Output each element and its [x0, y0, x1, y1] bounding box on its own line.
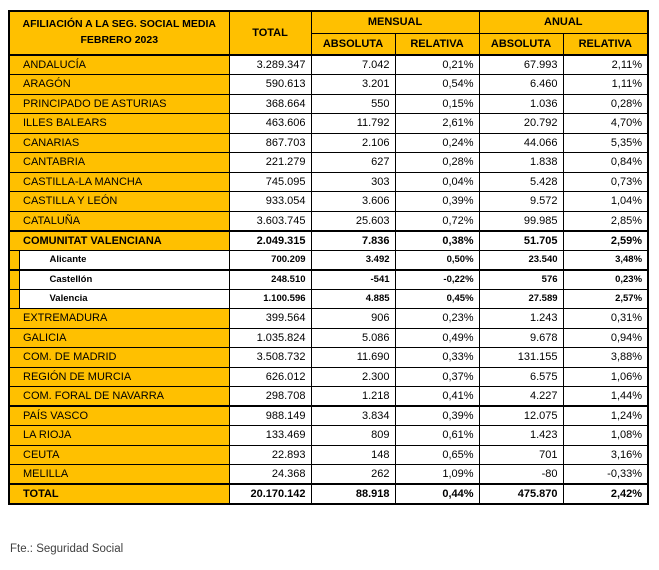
annual-relative-cell: 0,73%	[563, 172, 648, 192]
monthly-relative-cell: 0,45%	[395, 289, 479, 309]
monthly-absolute-cell: 7.836	[311, 231, 395, 251]
table-row	[9, 114, 648, 134]
monthly-relative-cell: 0,39%	[395, 192, 479, 212]
annual-relative-cell: 5,35%	[563, 133, 648, 153]
affiliation-table	[8, 10, 649, 505]
total-value-cell: 745.095	[229, 172, 311, 192]
annual-absolute-cell: 6.575	[479, 367, 563, 387]
monthly-absolute-cell: 88.918	[311, 484, 395, 504]
total-value-cell: 700.209	[229, 250, 311, 270]
annual-absolute-cell: 5.428	[479, 172, 563, 192]
monthly-absolute-cell: 262	[311, 465, 395, 485]
table-row	[9, 367, 648, 387]
indent-strip-cell	[9, 484, 19, 504]
annual-relative-cell: 4,70%	[563, 114, 648, 134]
region-name-cell: Castellón	[19, 270, 229, 290]
annual-relative-cell: 2,42%	[563, 484, 648, 504]
annual-absolute-cell: 131.155	[479, 348, 563, 368]
monthly-relative-cell: 0,28%	[395, 153, 479, 173]
annual-relative-cell: 3,16%	[563, 445, 648, 465]
annual-relative-cell: 1,08%	[563, 426, 648, 446]
table-row	[9, 94, 648, 114]
col-header-total: TOTAL	[229, 11, 311, 55]
monthly-absolute-cell: 148	[311, 445, 395, 465]
annual-absolute-cell: 20.792	[479, 114, 563, 134]
annual-relative-cell: 1,06%	[563, 367, 648, 387]
region-name-cell: PAÍS VASCO	[19, 406, 229, 426]
table-row	[9, 172, 648, 192]
total-value-cell: 20.170.142	[229, 484, 311, 504]
indent-strip-cell	[9, 289, 19, 309]
region-name-cell: CANTABRIA	[19, 153, 229, 173]
monthly-relative-cell: 0,41%	[395, 387, 479, 407]
table-body	[9, 55, 648, 504]
monthly-absolute-cell: -541	[311, 270, 395, 290]
table-row	[9, 231, 648, 251]
total-value-cell: 867.703	[229, 133, 311, 153]
monthly-absolute-cell: 2.300	[311, 367, 395, 387]
annual-absolute-cell: 1.243	[479, 309, 563, 329]
annual-absolute-cell: 9.572	[479, 192, 563, 212]
table-title-line1: AFILIACIÓN A LA SEG. SOCIAL MEDIA	[22, 18, 216, 31]
annual-relative-cell: 2,11%	[563, 55, 648, 75]
total-value-cell: 1.100.596	[229, 289, 311, 309]
monthly-absolute-cell: 11.690	[311, 348, 395, 368]
total-value-cell: 3.289.347	[229, 55, 311, 75]
table-header	[9, 11, 648, 55]
annual-absolute-cell: 23.540	[479, 250, 563, 270]
indent-strip-cell	[9, 114, 19, 134]
indent-strip-cell	[9, 55, 19, 75]
monthly-absolute-cell: 3.834	[311, 406, 395, 426]
monthly-absolute-cell: 25.603	[311, 211, 395, 231]
annual-absolute-cell: 6.460	[479, 75, 563, 95]
table-row	[9, 75, 648, 95]
monthly-relative-cell: 0,65%	[395, 445, 479, 465]
table-row	[9, 406, 648, 426]
table-row	[9, 133, 648, 153]
monthly-relative-cell: 0,15%	[395, 94, 479, 114]
indent-strip-cell	[9, 270, 19, 290]
indent-strip-cell	[9, 231, 19, 251]
monthly-absolute-cell: 5.086	[311, 328, 395, 348]
region-name-cell: ARAGÓN	[19, 75, 229, 95]
monthly-relative-cell: 0,49%	[395, 328, 479, 348]
table-row	[9, 328, 648, 348]
annual-absolute-cell: 27.589	[479, 289, 563, 309]
col-group-anual: ANUAL	[479, 11, 648, 33]
monthly-absolute-cell: 550	[311, 94, 395, 114]
indent-strip-cell	[9, 348, 19, 368]
monthly-relative-cell: 0,23%	[395, 309, 479, 329]
region-name-cell: MELILLA	[19, 465, 229, 485]
total-value-cell: 988.149	[229, 406, 311, 426]
monthly-absolute-cell: 1.218	[311, 387, 395, 407]
annual-absolute-cell: 99.985	[479, 211, 563, 231]
total-value-cell: 933.054	[229, 192, 311, 212]
col-group-mensual: MENSUAL	[311, 11, 479, 33]
monthly-absolute-cell: 3.606	[311, 192, 395, 212]
monthly-absolute-cell: 4.885	[311, 289, 395, 309]
col-header-anual-relativa: RELATIVA	[563, 33, 648, 55]
table-row	[9, 211, 648, 231]
region-name-cell: COM. DE MADRID	[19, 348, 229, 368]
annual-relative-cell: 1,11%	[563, 75, 648, 95]
region-name-cell: Alicante	[19, 250, 229, 270]
annual-absolute-cell: 12.075	[479, 406, 563, 426]
annual-absolute-cell: 44.066	[479, 133, 563, 153]
annual-absolute-cell: 1.036	[479, 94, 563, 114]
total-value-cell: 3.603.745	[229, 211, 311, 231]
annual-relative-cell: 1,44%	[563, 387, 648, 407]
region-name-cell: PRINCIPADO DE ASTURIAS	[19, 94, 229, 114]
monthly-absolute-cell: 3.201	[311, 75, 395, 95]
indent-strip-cell	[9, 153, 19, 173]
annual-relative-cell: 2,85%	[563, 211, 648, 231]
monthly-relative-cell: 1,09%	[395, 465, 479, 485]
monthly-relative-cell: 0,61%	[395, 426, 479, 446]
annual-relative-cell: 3,88%	[563, 348, 648, 368]
annual-relative-cell: 3,48%	[563, 250, 648, 270]
region-name-cell: GALICIA	[19, 328, 229, 348]
region-name-cell: ANDALUCÍA	[19, 55, 229, 75]
header-row-groups	[9, 11, 648, 33]
region-name-cell: CEUTA	[19, 445, 229, 465]
monthly-absolute-cell: 7.042	[311, 55, 395, 75]
region-name-cell: COM. FORAL DE NAVARRA	[19, 387, 229, 407]
annual-relative-cell: 2,59%	[563, 231, 648, 251]
annual-relative-cell: 0,94%	[563, 328, 648, 348]
monthly-absolute-cell: 627	[311, 153, 395, 173]
annual-relative-cell: -0,33%	[563, 465, 648, 485]
annual-relative-cell: 0,84%	[563, 153, 648, 173]
indent-strip-cell	[9, 192, 19, 212]
table-row	[9, 465, 648, 485]
indent-strip-cell	[9, 250, 19, 270]
indent-strip-cell	[9, 465, 19, 485]
monthly-absolute-cell: 2.106	[311, 133, 395, 153]
monthly-relative-cell: 0,38%	[395, 231, 479, 251]
table-row	[9, 270, 648, 290]
total-value-cell: 248.510	[229, 270, 311, 290]
monthly-relative-cell: 0,33%	[395, 348, 479, 368]
monthly-relative-cell: -0,22%	[395, 270, 479, 290]
monthly-relative-cell: 0,44%	[395, 484, 479, 504]
table-title-line2: FEBRERO 2023	[80, 34, 159, 46]
region-name-cell: Valencia	[19, 289, 229, 309]
col-header-mensual-absoluta: ABSOLUTA	[311, 33, 395, 55]
monthly-absolute-cell: 906	[311, 309, 395, 329]
monthly-relative-cell: 0,21%	[395, 55, 479, 75]
col-header-anual-absoluta: ABSOLUTA	[479, 33, 563, 55]
total-value-cell: 368.664	[229, 94, 311, 114]
total-value-cell: 24.368	[229, 465, 311, 485]
indent-strip-cell	[9, 309, 19, 329]
table-row	[9, 55, 648, 75]
indent-strip-cell	[9, 387, 19, 407]
indent-strip-cell	[9, 94, 19, 114]
table-row	[9, 153, 648, 173]
annual-absolute-cell: 701	[479, 445, 563, 465]
indent-strip-cell	[9, 406, 19, 426]
indent-strip-cell	[9, 211, 19, 231]
annual-absolute-cell: 51.705	[479, 231, 563, 251]
annual-relative-cell: 1,04%	[563, 192, 648, 212]
monthly-relative-cell: 0,24%	[395, 133, 479, 153]
total-value-cell: 2.049.315	[229, 231, 311, 251]
monthly-absolute-cell: 11.792	[311, 114, 395, 134]
indent-strip-cell	[9, 133, 19, 153]
annual-relative-cell: 0,28%	[563, 94, 648, 114]
annual-absolute-cell: 1.838	[479, 153, 563, 173]
region-name-cell: COMUNITAT VALENCIANA	[19, 231, 229, 251]
table-row	[9, 289, 648, 309]
annual-relative-cell: 0,23%	[563, 270, 648, 290]
total-value-cell: 22.893	[229, 445, 311, 465]
annual-absolute-cell: 67.993	[479, 55, 563, 75]
total-value-cell: 298.708	[229, 387, 311, 407]
monthly-relative-cell: 2,61%	[395, 114, 479, 134]
region-name-cell: CASTILLA Y LEÓN	[19, 192, 229, 212]
monthly-relative-cell: 0,72%	[395, 211, 479, 231]
monthly-relative-cell: 0,04%	[395, 172, 479, 192]
indent-strip-cell	[9, 426, 19, 446]
indent-strip-cell	[9, 328, 19, 348]
indent-strip-cell	[9, 75, 19, 95]
table-title	[9, 11, 229, 55]
annual-absolute-cell: 1.423	[479, 426, 563, 446]
table-row	[9, 250, 648, 270]
monthly-relative-cell: 0,37%	[395, 367, 479, 387]
annual-absolute-cell: 4.227	[479, 387, 563, 407]
table-row	[9, 192, 648, 212]
indent-strip-cell	[9, 367, 19, 387]
annual-relative-cell: 2,57%	[563, 289, 648, 309]
annual-relative-cell: 0,31%	[563, 309, 648, 329]
region-name-cell: LA RIOJA	[19, 426, 229, 446]
monthly-relative-cell: 0,50%	[395, 250, 479, 270]
monthly-relative-cell: 0,39%	[395, 406, 479, 426]
region-name-cell: ILLES BALEARS	[19, 114, 229, 134]
table-row	[9, 348, 648, 368]
table-row	[9, 484, 648, 504]
table-row	[9, 426, 648, 446]
col-header-mensual-relativa: RELATIVA	[395, 33, 479, 55]
region-name-cell: CASTILLA-LA MANCHA	[19, 172, 229, 192]
region-name-cell: REGIÓN DE MURCIA	[19, 367, 229, 387]
region-name-cell: EXTREMADURA	[19, 309, 229, 329]
annual-absolute-cell: 475.870	[479, 484, 563, 504]
region-name-cell: CANARIAS	[19, 133, 229, 153]
monthly-absolute-cell: 3.492	[311, 250, 395, 270]
total-value-cell: 399.564	[229, 309, 311, 329]
total-value-cell: 626.012	[229, 367, 311, 387]
monthly-absolute-cell: 809	[311, 426, 395, 446]
total-value-cell: 463.606	[229, 114, 311, 134]
total-value-cell: 133.469	[229, 426, 311, 446]
annual-absolute-cell: 9.678	[479, 328, 563, 348]
source-note: Fte.: Seguridad Social	[10, 543, 124, 555]
region-name-cell: TOTAL	[19, 484, 229, 504]
table-row	[9, 309, 648, 329]
indent-strip-cell	[9, 172, 19, 192]
region-name-cell: CATALUÑA	[19, 211, 229, 231]
total-value-cell: 1.035.824	[229, 328, 311, 348]
monthly-absolute-cell: 303	[311, 172, 395, 192]
table-row	[9, 445, 648, 465]
monthly-relative-cell: 0,54%	[395, 75, 479, 95]
annual-relative-cell: 1,24%	[563, 406, 648, 426]
annual-absolute-cell: -80	[479, 465, 563, 485]
annual-absolute-cell: 576	[479, 270, 563, 290]
total-value-cell: 221.279	[229, 153, 311, 173]
table-row	[9, 387, 648, 407]
indent-strip-cell	[9, 445, 19, 465]
total-value-cell: 590.613	[229, 75, 311, 95]
total-value-cell: 3.508.732	[229, 348, 311, 368]
